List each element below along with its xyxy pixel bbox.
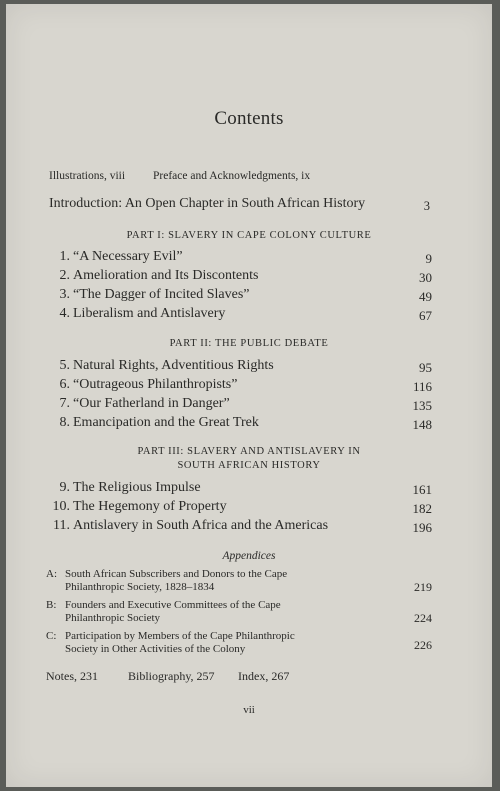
chapter-page: 182 [412, 501, 432, 516]
page-title: Contents [214, 108, 284, 129]
appendix-page: 224 [414, 611, 432, 625]
chapter-page: 49 [419, 289, 432, 304]
part-1-heading: PART I: SLAVERY IN CAPE COLONY CULTURE [126, 230, 372, 241]
chapter-title: Emancipation and the Great Trek [73, 415, 259, 430]
appendix-title: South African Subscribers and Donors to the Cape [65, 568, 288, 580]
chapter-number: 3. [59, 287, 70, 302]
appendices-heading: Appendices [222, 550, 276, 562]
chapter-title: The Religious Impulse [73, 480, 201, 495]
illustrations-entry: Illustrations, viii [49, 170, 126, 182]
introduction-page: 3 [423, 199, 430, 213]
appendix-page: 219 [414, 580, 432, 594]
chapter-number: 4. [59, 306, 70, 321]
bibliography-entry: Bibliography, 257 [128, 669, 215, 683]
appendix-title: Participation by Members of the Cape Philanthropic [65, 630, 295, 642]
appendix-letter: C: [46, 630, 57, 642]
chapter-title: Natural Rights, Adventitious Rights [73, 358, 274, 373]
chapter-number: 5. [59, 358, 70, 373]
chapter-number: 10. [52, 499, 70, 514]
part-2-heading: PART II: THE PUBLIC DEBATE [169, 338, 329, 349]
chapter-title: Amelioration and Its Discontents [73, 268, 259, 283]
chapter-page: 161 [412, 482, 432, 497]
chapter-page: 116 [412, 379, 432, 394]
chapter-page: 95 [419, 360, 432, 375]
chapter-title: “Outrageous Philanthropists” [73, 377, 238, 392]
chapter-number: 7. [59, 396, 70, 411]
chapter-page: 135 [412, 398, 432, 413]
appendix-page: 226 [414, 638, 432, 652]
chapter-title: The Hegemony of Property [73, 499, 227, 514]
book-page [6, 4, 492, 787]
chapter-title: Liberalism and Antislavery [73, 306, 226, 321]
chapter-number: 8. [59, 415, 70, 430]
chapter-number: 6. [59, 377, 70, 392]
chapter-page: 30 [419, 270, 432, 285]
appendix-title-line-2: Philanthropic Society [65, 612, 161, 624]
preface-entry: Preface and Acknowledgments, ix [153, 170, 311, 182]
chapter-page: 9 [425, 251, 432, 266]
chapter-number: 1. [59, 249, 70, 264]
chapter-page: 148 [412, 417, 432, 432]
appendix-letter: B: [46, 599, 57, 611]
chapter-title: Antislavery in South Africa and the Americas [73, 518, 329, 533]
part-3-heading-line-2: SOUTH AFRICAN HISTORY [177, 460, 321, 471]
chapter-title: “A Necessary Evil” [73, 249, 183, 264]
chapter-page: 67 [419, 308, 432, 323]
introduction-title: Introduction: An Open Chapter in South African History [49, 196, 366, 211]
part-3-heading: PART III: SLAVERY AND ANTISLAVERY IN [137, 446, 361, 457]
appendix-letter: A: [46, 568, 57, 580]
chapter-number: 9. [59, 480, 70, 495]
chapter-page: 196 [412, 520, 432, 535]
chapter-number: 2. [59, 268, 70, 283]
index-entry: Index, 267 [238, 669, 290, 683]
chapter-title: “The Dagger of Incited Slaves” [73, 287, 250, 302]
page-number: vii [243, 704, 255, 716]
appendix-title-line-2: Philanthropic Society, 1828–1834 [65, 581, 215, 593]
notes-entry: Notes, 231 [46, 669, 98, 683]
chapter-number: 11. [53, 518, 70, 533]
appendix-title: Founders and Executive Committees of the Cape [65, 599, 281, 611]
chapter-title: “Our Fatherland in Danger” [73, 396, 230, 411]
appendix-title-line-2: Society in Other Activities of the Colony [65, 643, 246, 655]
